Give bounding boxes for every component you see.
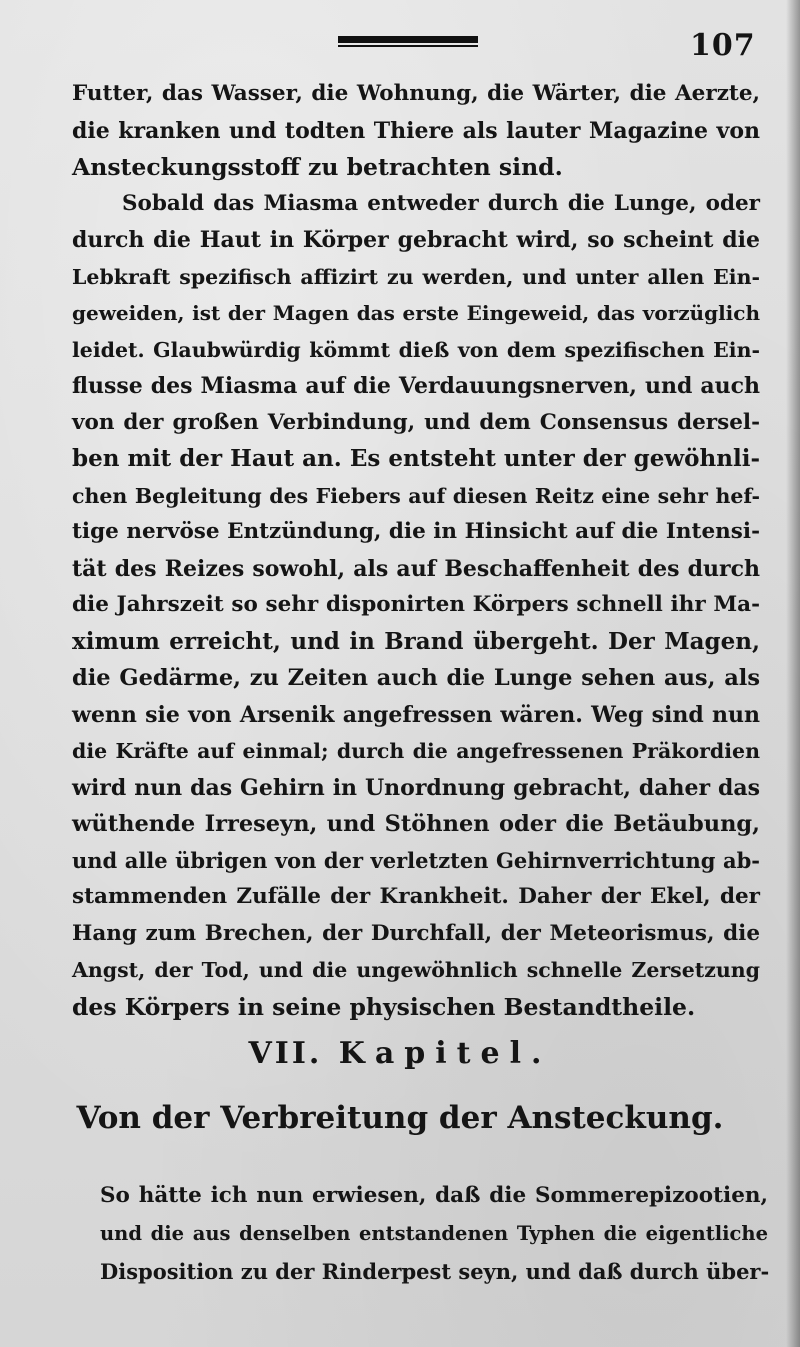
- body-line: von der großen Verbindung, und dem Consensus dersel-: [72, 409, 760, 435]
- chapter-number: VII.: [248, 1036, 323, 1071]
- body-line: die Jahrszeit so sehr disponirten Körpers schnell ihr Ma-: [72, 592, 760, 617]
- body-line: des Körpers in seine physischen Bestandtheile.: [72, 992, 696, 1021]
- body-line: chen Begleitung des Fiebers auf diesen Reitz eine sehr hef-: [72, 483, 760, 508]
- header-ornament-rule: [338, 36, 478, 50]
- body-line: geweiden, ist der Magen das erste Eingeweid, das vorzüglich: [72, 301, 760, 325]
- body-line: die kranken und todten Thiere als lauter Magazine von: [72, 117, 760, 144]
- body-line: die Kräfte auf einmal; durch die angefressenen Präkordien: [72, 739, 760, 763]
- body-line: flusse des Miasma auf die Verdauungsnerven, und auch: [72, 373, 760, 399]
- header-rule-thin: [338, 45, 478, 47]
- body-line: leidet. Glaubwürdig kömmt dieß von dem spezifischen Ein-: [72, 337, 760, 362]
- section-title: Von der Verbreitung der Ansteckung.: [76, 1100, 724, 1136]
- body-line: Hang zum Brechen, der Durchfall, der Meteorismus, die: [72, 920, 760, 946]
- body-line: Sobald das Miasma entweder durch die Lunge, oder: [122, 190, 760, 216]
- body-line: stammenden Zufälle der Krankheit. Daher der Ekel, der: [72, 884, 760, 909]
- body-line: durch die Haut in Körper gebracht wird, so scheint die: [72, 227, 760, 253]
- body-line: ximum erreicht, und in Brand übergeht. Der Magen,: [72, 627, 760, 655]
- body-line: die Gedärme, zu Zeiten auch die Lunge sehen aus, als: [72, 665, 760, 691]
- body-text: [72, 76, 772, 1025]
- body-line: wenn sie von Arsenik angefressen wären. Weg sind nun: [72, 701, 760, 728]
- body-line: Angst, der Tod, und die ungewöhnlich schnelle Zersetzung: [72, 958, 760, 982]
- page-number: 107: [690, 28, 756, 63]
- body-line: tige nervöse Entzündung, die in Hinsicht auf die Intensi-: [72, 519, 760, 544]
- body-line: und alle übrigen von der verletzten Gehirnverrichtung ab-: [72, 847, 760, 873]
- body-line: Disposition zu der Rinderpest seyn, und daß durch über-: [100, 1259, 770, 1284]
- header-rule-thick: [338, 36, 478, 43]
- body-line: Futter, das Wasser, die Wohnung, die Wärter, die Aerzte,: [72, 81, 760, 106]
- chapter-heading: [0, 1036, 800, 1071]
- body-line: Lebkraft spezifisch affizirt zu werden, und unter allen Ein-: [72, 264, 760, 289]
- body-line: So hätte ich nun erwiesen, daß die Sommerepizootien,: [100, 1183, 768, 1208]
- body-line: und die aus denselben entstandenen Typhen die eigentliche: [100, 1222, 768, 1245]
- closing-paragraph: [100, 1177, 780, 1291]
- body-line: wüthende Irreseyn, und Stöhnen oder die Betäubung,: [72, 811, 760, 837]
- chapter-word: Kapitel.: [338, 1036, 552, 1071]
- body-line: Ansteckungsstoff zu betrachten sind.: [72, 153, 563, 181]
- body-line: ben mit der Haut an. Es entsteht unter der gewöhnli-: [72, 445, 760, 472]
- body-line: wird nun das Gehirn in Unordnung gebracht, daher das: [72, 774, 760, 801]
- body-line: tät des Reizes sowohl, als auf Beschaffenheit des durch: [72, 555, 760, 582]
